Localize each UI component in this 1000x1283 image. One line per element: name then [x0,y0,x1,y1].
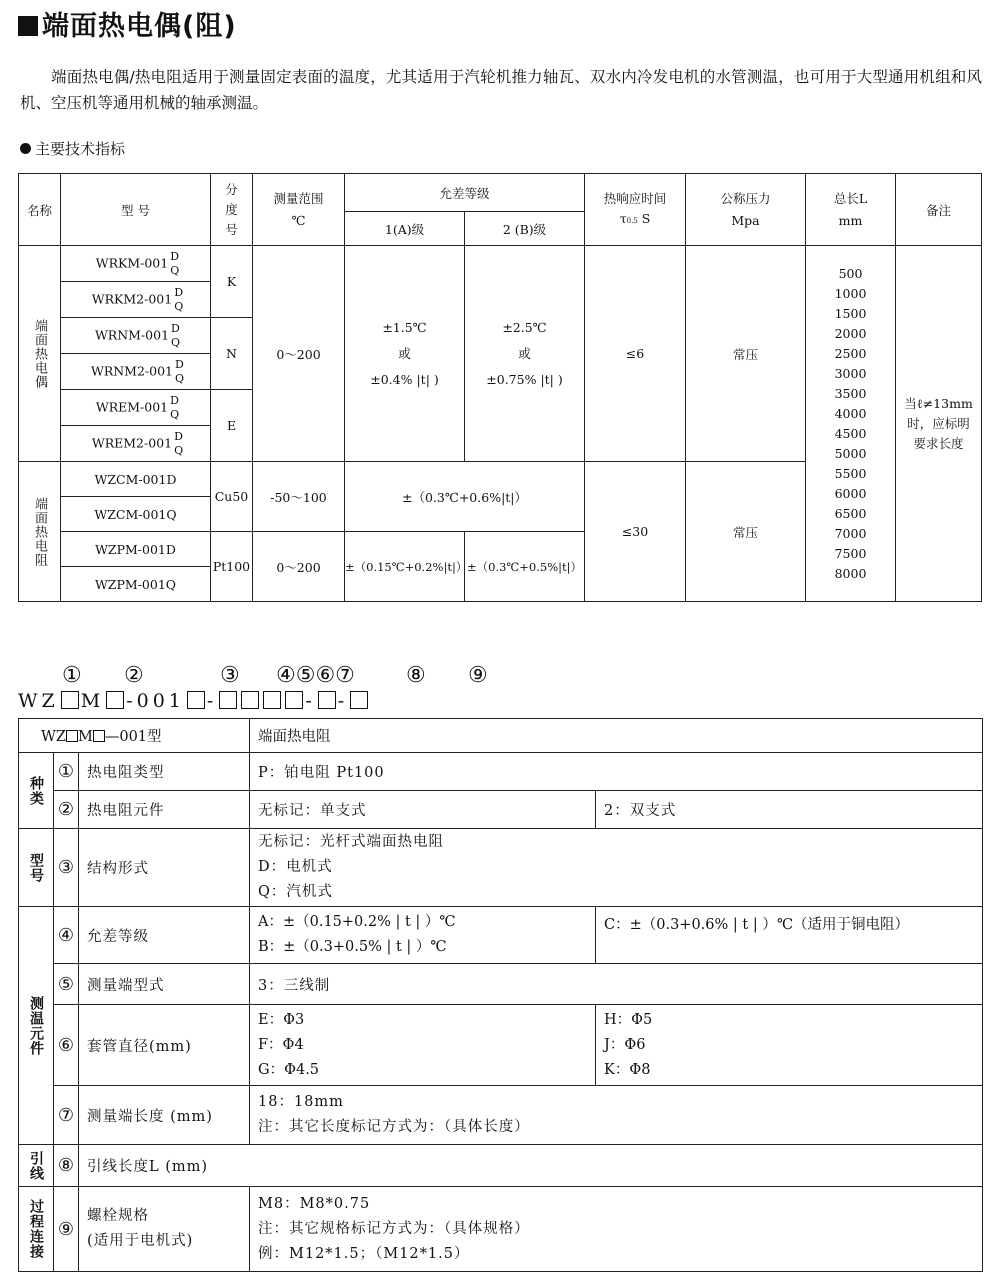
row-value: H：Φ5 J：Φ6 K：Φ8 [596,1005,983,1086]
code-box [318,691,336,709]
section-heading-text: 主要技术指标 [35,140,126,158]
header-name: 名称 [19,174,61,246]
row-label: 允差等级 [79,907,250,964]
row-value: 18：18mm 注：其它长度标记方式为：（具体长度） [250,1086,983,1145]
section-heading [20,138,125,159]
model-cell: WREM2-001 D Q [61,426,211,462]
row-value: 3：三线制 [250,964,983,1005]
code-box [66,730,78,742]
pressure-g1: 常压 [686,246,806,462]
model-code-pattern: WZ M -001 - - - [18,690,370,712]
code-box [187,691,205,709]
group-lead: 引线 [19,1145,54,1187]
row-label: 测量端型式 [79,964,250,1005]
row-label: 结构形式 [79,829,250,907]
row-number: ⑧ [54,1145,79,1187]
header-tol-b: 2 (B)级 [465,212,585,246]
row-label: 热电阻元件 [79,791,250,829]
marker: ① [62,663,82,688]
row-value: C：±（0.3+0.6% | t | ）℃（适用于铜电阻） [596,907,983,964]
code-box [219,691,237,709]
group-kind: 种类 [19,753,54,829]
row-number: ③ [54,829,79,907]
code-table-header-value: 端面热电阻 [250,719,983,753]
model-cell: WRNM2-001 D Q [61,354,211,390]
row-value: 无标记：单支式 [250,791,596,829]
row-number: ⑤ [54,964,79,1005]
bullet-dot-icon [20,143,31,154]
grad-n: N [211,318,253,390]
header-tolerance: 允差等级 [345,174,585,212]
tol-pt-b: ±（0.3℃+0.5%|t|） [465,532,585,602]
range-pt100: 0～200 [253,532,345,602]
code-box [285,691,303,709]
row-value: 无标记：光杆式端面热电阻 D：电机式 Q：汽机式 [250,829,983,907]
grad-pt100: Pt100 [211,532,253,602]
page-title [18,4,237,43]
pressure-g2: 常压 [686,462,806,602]
tol-cu50: ±（0.3℃+0.6%|t|） [345,462,585,532]
model-cell: WRKM2-001 D Q [61,282,211,318]
header-response: 热响应时间 τ0.5 S [585,174,686,246]
header-model: 型 号 [61,174,211,246]
response-g2: ≤30 [585,462,686,602]
code-box [350,691,368,709]
tol-b-g1: ±2.5℃ 或 ±0.75% |t| ) [465,246,585,462]
marker: ⑧ [406,663,426,688]
code-table-header: WZ M —001型 [19,719,250,753]
marker: ④⑤⑥⑦ [276,663,355,688]
group-thermocouple: 端面热电偶 [19,246,61,462]
model-cell: WZCM-001D [61,462,211,497]
tol-pt-a: ±（0.15℃+0.2%|t|） [345,532,465,602]
remark-cell: 当ℓ≠13mm 时，应标明 要求长度 [896,246,982,602]
row-number: ④ [54,907,79,964]
code-box [263,691,281,709]
marker: ② [124,663,144,688]
header-tol-a: 1(A)级 [345,212,465,246]
row-value: A：±（0.15+0.2% | t | ）℃ B：±（0.3+0.5% | t | ）℃ [250,907,596,964]
group-element: 测温元件 [19,907,54,1145]
model-cell: WZPM-001D [61,532,211,567]
row-value: 2：双支式 [596,791,983,829]
intro-paragraph: 端面热电偶/热电阻适用于测量固定表面的温度，尤其适用于汽轮机推力轴瓦、双水内冷发电机的水管测温，也可用于大型通用机组和风机、空压机等通用机械的轴承测温。 [20,68,982,112]
marker: ⑨ [468,663,488,688]
row-value: E：Φ3 F：Φ4 G：Φ4.5 [250,1005,596,1086]
header-grad: 分 度 号 [211,174,253,246]
row-label: 螺栓规格 (适用于电机式) [79,1187,250,1272]
range-cu50: -50～100 [253,462,345,532]
code-box [106,691,124,709]
group-type: 型号 [19,829,54,907]
grad-k: K [211,246,253,318]
model-cell: WZCM-001Q [61,497,211,532]
row-number: ① [54,753,79,791]
header-remark: 备注 [896,174,982,246]
grad-cu50: Cu50 [211,462,253,532]
row-label: 热电阻类型 [79,753,250,791]
code-box [61,691,79,709]
model-cell: WREM-001 D Q [61,390,211,426]
row-label: 引线长度L (mm) [79,1145,983,1187]
row-value: M8：M8*0.75 注：其它规格标记方式为：（具体规格） 例：M12*1.5；（M12*1.5） [250,1187,983,1272]
row-number: ⑥ [54,1005,79,1086]
row-label: 套管直径(mm) [79,1005,250,1086]
model-cell: WRKM-001 D Q [61,246,211,282]
grad-e: E [211,390,253,462]
header-pressure: 公称压力 Mpa [686,174,806,246]
row-number: ② [54,791,79,829]
code-table [18,718,983,1272]
range-g1: 0～200 [253,246,345,462]
row-number: ⑨ [54,1187,79,1272]
code-box [241,691,259,709]
code-box [93,730,105,742]
response-g1: ≤6 [585,246,686,462]
tol-a-g1: ±1.5℃ 或 ±0.4% |t| ) [345,246,465,462]
row-value: P：铂电阻 Pt100 [250,753,983,791]
row-label: 测量端长度 (mm) [79,1086,250,1145]
row-number: ⑦ [54,1086,79,1145]
marker: ③ [220,663,240,688]
model-cell: WRNM-001 D Q [61,318,211,354]
header-range: 测量范围 ℃ [253,174,345,246]
length-list: 500 1000 1500 2000 2500 3000 3500 4000 4500 5000 5500 6000 6500 7000 7500 8000 [806,246,896,602]
square-bullet-icon [18,16,38,36]
title-text: 端面热电偶(阻) [42,11,237,42]
group-rtd: 端面热电阻 [19,462,61,602]
spec-table [18,173,982,602]
model-cell: WZPM-001Q [61,567,211,602]
header-length: 总长L mm [806,174,896,246]
group-process: 过程连接 [19,1187,54,1272]
